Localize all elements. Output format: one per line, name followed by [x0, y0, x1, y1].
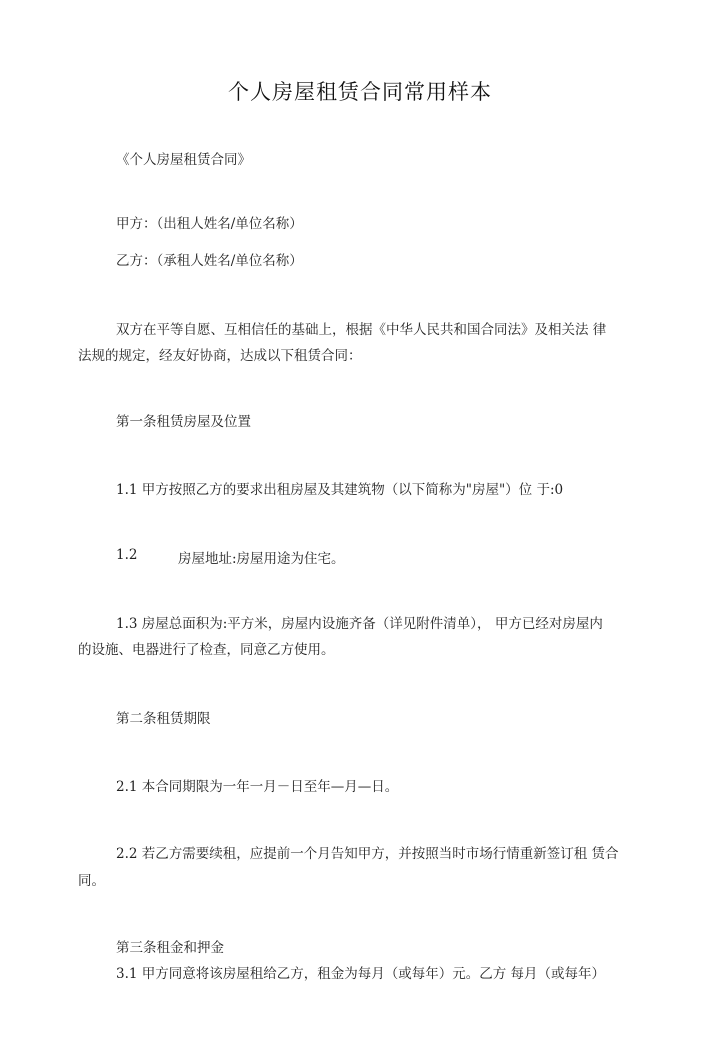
preamble-line-2: 法规的规定，经友好协商，达成以下租赁合同：: [78, 348, 362, 364]
article-2-heading: 第二条租赁期限: [116, 711, 211, 727]
clause-3-1: 3.1 甲方同意将该房屋租给乙方，租金为每月（或每年）元。乙方 每月（或每年）: [116, 966, 606, 982]
clause-1-3-line-2: 的设施、电器进行了检查，同意乙方使用。: [78, 642, 335, 658]
clause-2-1: 2.1 本合同期限为一年一月－日至年—月—日。: [116, 779, 399, 795]
party-b-line: 乙方：（承租人姓名/单位名称）: [116, 253, 303, 269]
clause-2-2-line-2: 同。: [78, 873, 105, 889]
preamble-line-1: 双方在平等自愿、互相信任的基础上，根据《中华人民共和国合同法》及相关法 律: [116, 322, 607, 338]
clause-2-2-line-1: 2.2 若乙方需要续租，应提前一个月告知甲方，并按照当时市场行情重新签订租 赁合: [116, 846, 619, 862]
article-3-heading: 第三条租金和押金: [116, 940, 224, 956]
clause-1-2-number: 1.2: [116, 547, 138, 563]
clause-1-3-line-1: 1.3 房屋总面积为:平方米，房屋内设施齐备（详见附件清单）， 甲方已经对房屋内: [116, 616, 603, 632]
clause-1-1: 1.1 甲方按照乙方的要求出租房屋及其建筑物（以下简称为"房屋"）位 于:0: [116, 482, 564, 498]
document-title: 个人房屋租赁合同常用样本: [228, 80, 492, 104]
clause-1-2-text: 房屋地址:房屋用途为住宅。: [178, 551, 345, 567]
contract-subtitle: 《个人房屋租赁合同》: [116, 152, 251, 168]
party-a-line: 甲方：（出租人姓名/单位名称）: [116, 216, 303, 232]
article-1-heading: 第一条租赁房屋及位置: [116, 414, 251, 430]
